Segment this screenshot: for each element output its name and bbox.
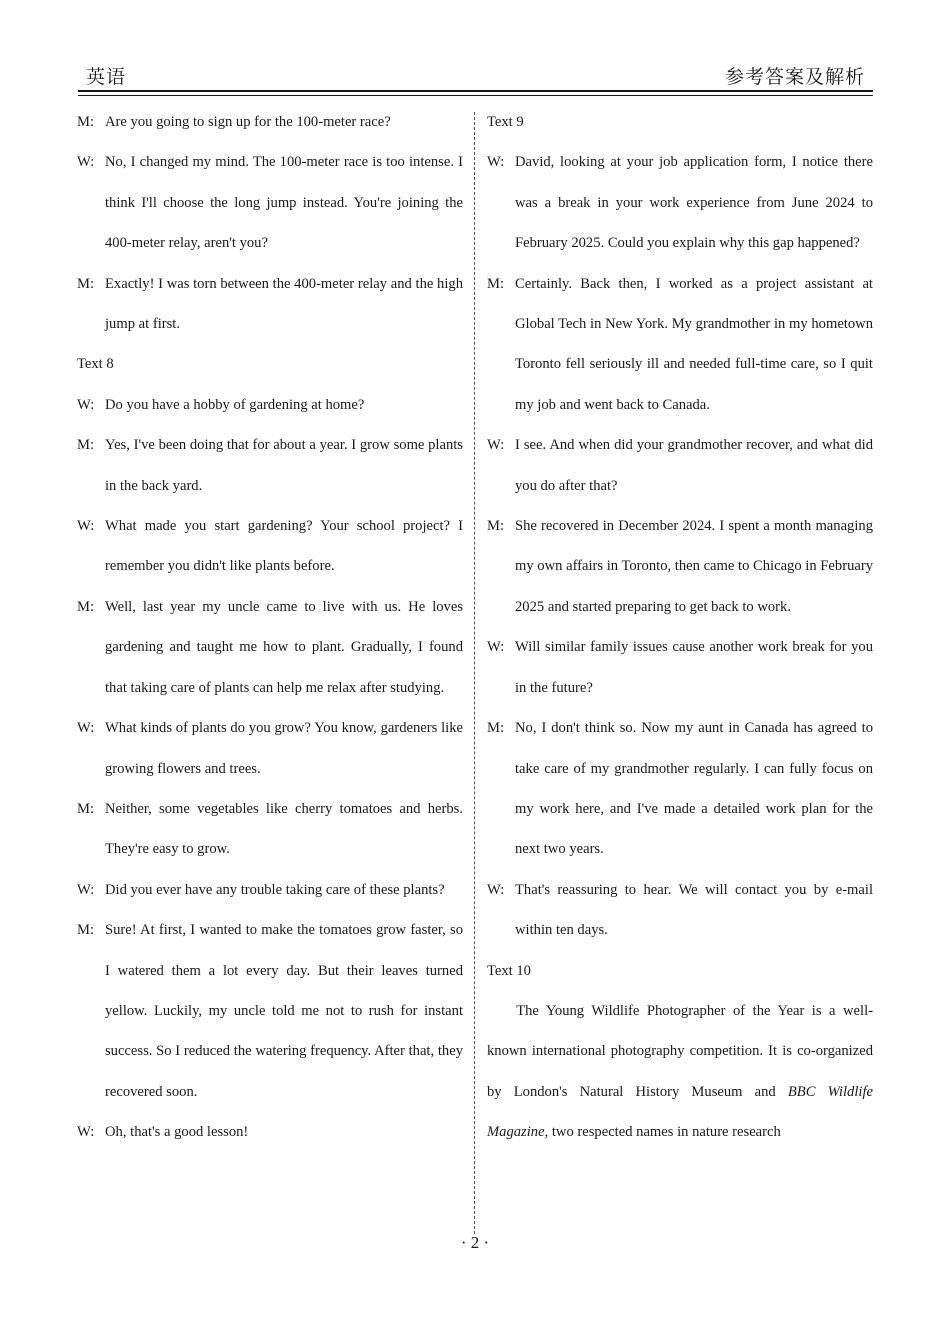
speech-text: What kinds of plants do you grow? You know, gardeners like growing flowers and trees.	[105, 720, 463, 777]
text-10-paragraph	[487, 991, 873, 1153]
dialogue-line	[487, 142, 873, 263]
speech-text: What made you start gardening? Your school project? I remember you didn't like plants before.	[105, 518, 463, 575]
section-heading-text-8: Text 8	[77, 356, 114, 373]
dialogue-line	[77, 789, 463, 870]
dialogue-line	[77, 142, 463, 263]
dialogue-line	[487, 506, 873, 627]
dialogue-line	[77, 425, 463, 506]
subject-title: 英语	[86, 67, 127, 88]
header-rule-thick	[78, 90, 873, 92]
speech-text: That's reassuring to hear. We will contact you by e-mail within ten days.	[515, 881, 873, 939]
dialogue-line	[487, 708, 873, 870]
speaker-label: W:	[487, 639, 505, 656]
dialogue-line	[487, 425, 873, 506]
paragraph-text: , two respected names in nature research	[544, 1124, 781, 1141]
dialogue-line	[487, 870, 873, 951]
speech-text: Will similar family issues cause another work break for you in the future?	[515, 639, 873, 696]
speaker-label: W:	[77, 154, 95, 171]
dialogue-line	[77, 1112, 463, 1152]
page-header	[78, 58, 873, 92]
dialogue-line	[487, 627, 873, 708]
dialogue-line	[77, 708, 463, 789]
speech-text: Certainly. Back then, I worked as a project assistant at Global Tech in New York. My grandmother in my hometown Toronto fell seriously ill and needed full-time care, so I quit my job and went back to Canada.	[515, 275, 873, 413]
left-column	[77, 102, 463, 1153]
section-heading-text-10: Text 10	[487, 962, 531, 979]
speaker-label: M:	[77, 922, 95, 939]
dialogue-line	[77, 264, 463, 345]
speech-text: Yes, I've been doing that for about a year. I grow some plants in the back yard.	[105, 437, 463, 494]
speaker-label: W:	[487, 881, 505, 898]
speaker-label: M:	[77, 114, 95, 130]
dialogue-line	[487, 264, 873, 426]
speaker-label: M:	[77, 275, 95, 292]
speech-text: Well, last year my uncle came to live with us. He loves gardening and taught me how to plant. Gradually, I found that taking care of plants can help me relax after studying.	[105, 598, 463, 696]
speaker-label: W:	[487, 154, 505, 171]
speech-text: Do you have a hobby of gardening at home?	[105, 396, 365, 413]
speaker-label: M:	[77, 800, 95, 817]
speech-text: Oh, that's a good lesson!	[105, 1124, 249, 1141]
speech-text: Sure! At first, I wanted to make the tomatoes grow faster, so I watered them a lot every day. But their leaves turned yellow. Luckily, my uncle told me not to rush for instant success. So I reduced the watering frequency. After that, they recovered soon.	[105, 922, 463, 1100]
speech-text: She recovered in December 2024. I spent a month managing my own affairs in Toronto, then came to Chicago in February 2025 and started preparing to get back to work.	[515, 518, 873, 615]
speaker-label: W:	[77, 1124, 95, 1141]
dialogue-line	[77, 587, 463, 708]
dialogue-line	[77, 506, 463, 587]
header-rule-thin	[78, 95, 873, 96]
dialogue-line	[77, 910, 463, 1112]
speech-text: I see. And when did your grandmother recover, and what did you do after that?	[515, 437, 873, 494]
speech-text: Did you ever have any trouble taking care of these plants?	[105, 881, 445, 898]
speaker-label: W:	[77, 396, 95, 413]
dialogue-line	[77, 870, 463, 910]
page-number: · 2 ·	[460, 1233, 490, 1252]
speaker-label: M:	[77, 437, 95, 454]
speaker-label: W:	[77, 518, 95, 535]
speech-text: No, I don't think so. Now my aunt in Canada has agreed to take care of my grandmother regularly. I can fully focus on my work here, and I've made a detailed work plan for the next two years.	[515, 720, 873, 858]
paragraph-text: The Young Wildlife Photographer of the Year is a well-known international photography competition. It is co-organized by London's Natural History Museum and	[487, 1002, 873, 1100]
speech-text: Exactly! I was torn between the 400-meter relay and the high jump at first.	[105, 275, 463, 333]
speaker-label: M:	[487, 720, 505, 737]
speech-text: David, looking at your job application form, I notice there was a break in your work experience from June 2024 to February 2025. Could you explain why this gap happened?	[515, 154, 873, 252]
speaker-label: M:	[487, 275, 505, 292]
magazine-title: BBC Wildlife Magazine	[487, 1083, 873, 1141]
speaker-label: W:	[487, 437, 505, 454]
speaker-label: M:	[77, 598, 95, 615]
column-divider	[474, 112, 475, 1234]
answer-key-title: 参考答案及解析	[724, 67, 865, 88]
speaker-label: W:	[77, 720, 95, 737]
right-column	[487, 102, 873, 1153]
speech-text: Neither, some vegetables like cherry tomatoes and herbs. They're easy to grow.	[105, 800, 463, 858]
speaker-label: W:	[77, 881, 95, 898]
speech-text: No, I changed my mind. The 100-meter race is too intense. I think I'll choose the long jump instead. You're joining the 400-meter relay, aren't you?	[105, 154, 463, 252]
speech-text: Are you going to sign up for the 100-meter race?	[105, 114, 391, 130]
dialogue-line	[77, 385, 463, 425]
dialogue-line	[77, 102, 463, 142]
section-heading-text-9: Text 9	[487, 114, 524, 130]
speaker-label: M:	[487, 518, 505, 535]
